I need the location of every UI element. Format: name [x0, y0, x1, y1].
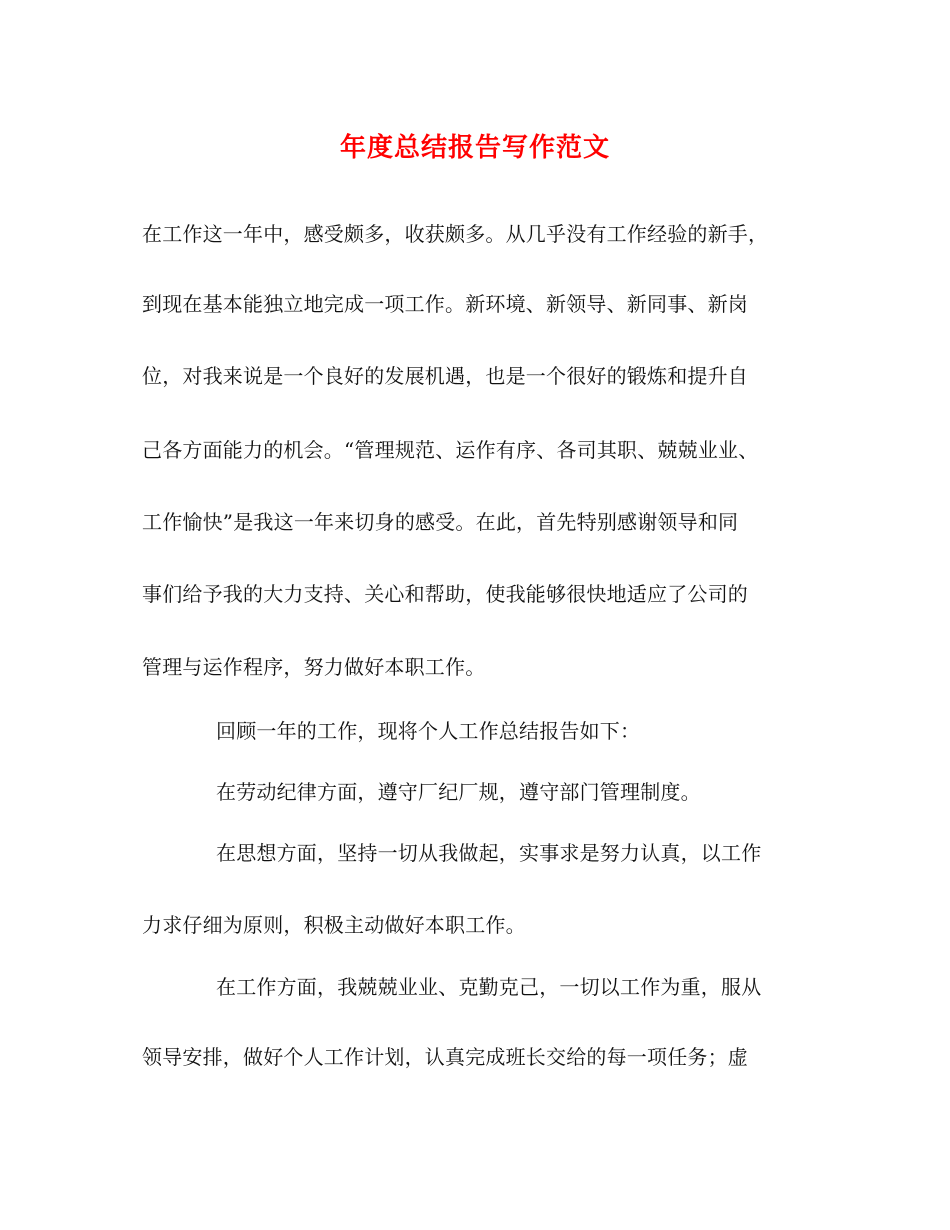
paragraph-line-7: 管理与运作程序，努力做好本职工作。	[142, 655, 486, 679]
paragraph-line-12: 在工作方面，我兢兢业业、克勤克己，一切以工作为重，服从	[216, 975, 762, 999]
paragraph-line-4: 己各方面能力的机会。“管理规范、运作有序、各司其职、兢兢业业、	[142, 438, 759, 462]
paragraph-line-6: 事们给予我的大力支持、关心和帮助，使我能够很快地适应了公司的	[142, 582, 748, 606]
paragraph-line-3: 位，对我来说是一个良好的发展机遇，也是一个很好的锻炼和提升自	[142, 364, 748, 388]
paragraph-line-11: 力求仔细为原则，积极主动做好本职工作。	[142, 913, 526, 937]
paragraph-line-10: 在思想方面，坚持一切从我做起，实事求是努力认真，以工作	[216, 841, 762, 865]
paragraph-line-9: 在劳动纪律方面，遵守厂纪厂规，遵守部门管理制度。	[216, 780, 701, 804]
paragraph-line-8: 回顾一年的工作，现将个人工作总结报告如下：	[216, 719, 641, 743]
paragraph-line-2: 到现在基本能独立地完成一项工作。新环境、新领导、新同事、新岗	[142, 292, 748, 316]
paragraph-line-5: 工作愉快”是我这一年来切身的感受。在此，首先特别感谢领导和同	[142, 510, 739, 534]
paragraph-line-13: 领导安排，做好个人工作计划，认真完成班长交给的每一项任务；虚	[142, 1045, 748, 1069]
paragraph-line-1: 在工作这一年中，感受颇多，收获颇多。从几乎没有工作经验的新手，	[142, 222, 769, 246]
document-title: 年度总结报告写作范文	[339, 133, 610, 163]
